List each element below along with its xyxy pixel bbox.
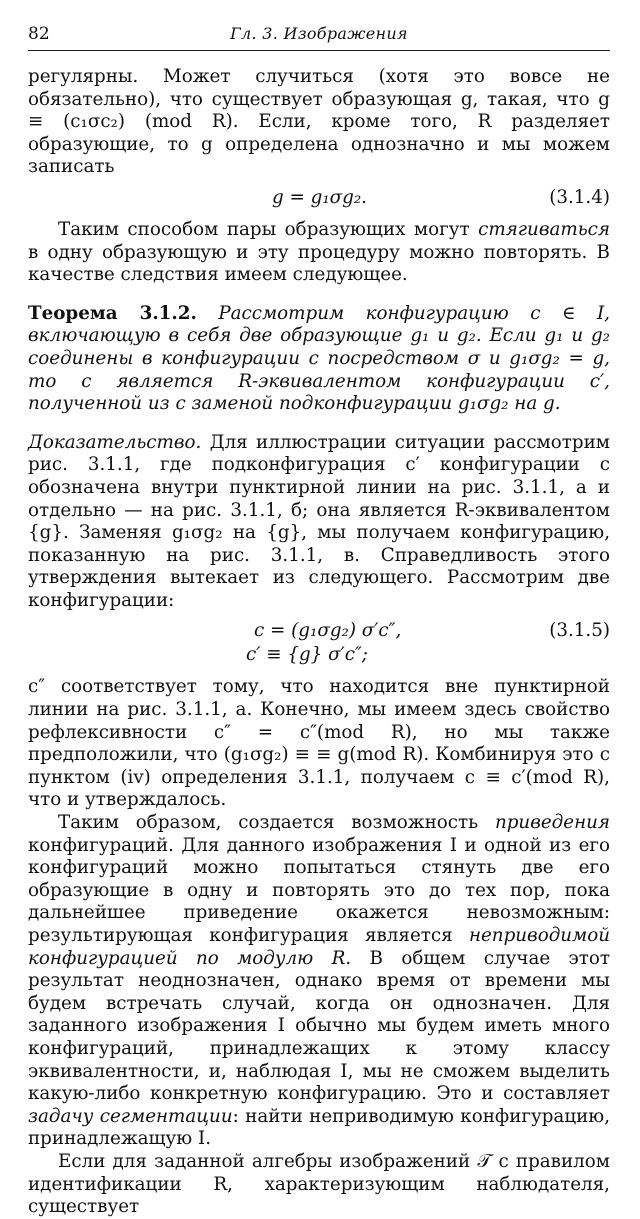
running-head: [28, 24, 610, 51]
paragraph-contraction: Таким способом пары образующих могут стягиваться в одну образующую и эту процедуру можно повторять. В качестве следствия имеем следующее.: [28, 218, 610, 286]
page-number: 82: [28, 24, 50, 44]
equation-expression: g = g₁σg₂.: [272, 186, 367, 208]
equation-3-1-5-line1: [28, 620, 610, 644]
theorem-text: Рассмотрим конфигурацию c ∈ I, включающую в себя две образующие g₁ и g₂. Если g₁ и g₂ соединены в конфигурации c посредством σ и g₁σg₂ = g, то c является R-эквивалентом конфигурации c′, полученной из c заменой подконфигурации g₁σg₂ на g.: [28, 302, 610, 415]
emphasis-term: неприводимой конфигурацией по модулю R: [28, 925, 610, 969]
emphasis-term: стягиваться: [478, 218, 610, 240]
theorem-3-1-2: [28, 303, 610, 416]
page-body: [28, 66, 610, 1219]
chapter-title: Гл. 3. Изображения: [230, 24, 408, 43]
emphasis-term: приведения: [494, 812, 610, 834]
paragraph-regular: регулярны. Может случиться (хотя это вовсе не обязательно), что существует образующая g, такая, что g ≡ (c₁σc₂) (mod R). Если, кроме того, R разделяет образующие, то g определена однозначно и мы можем записать: [28, 66, 610, 178]
paragraph-algebra: Если для заданной алгебры изображений 𝒯 с правилом идентификации R, характеризующим наблюдателя, существует: [28, 1150, 610, 1218]
proof-label: Доказательство.: [28, 431, 202, 453]
equation-number: (3.1.5): [549, 620, 610, 642]
equation-3-1-4: [28, 187, 610, 211]
equation-number: (3.1.4): [549, 186, 610, 208]
emphasis-term: задачу сегментации: [28, 1105, 233, 1127]
paragraph-reflexivity: c″ соответствует тому, что находится вне пунктирной линии на рис. 3.1.1, а. Конечно, мы имеем здесь свойство рефлексивности c″ = c″(mod R), но мы также предположили, что (g₁σg₂) ≡ ≡ g(mod R). Комбинируя это с пунктом (iv) определения 3.1.1, получаем c ≡ c′(mod R), что и утверждалось.: [28, 676, 610, 811]
equation-3-1-5-line2: [28, 644, 610, 668]
paragraph-reduction: Таким образом, создается возможность приведения конфигураций. Для данного изображения I и одной из его конфигураций можно попытаться стянуть две его образующие в одну и повторять это до тех пор, пока дальнейшее приведение окажется невозможным: результирующая конфигурация является неприводимой конфигурацией по модулю R. В общем случае этот результат неоднозначен, однако время от времени мы будем встречать случай, когда он однозначен. Для заданного изображения I обычно мы будем иметь много конфигураций, принадлежащих к этому классу эквивалентности, и, наблюдая I, мы не сможем выделить какую-либо конкретную конфигурацию. Это и составляет задачу сегментации: найти неприводимую конфигурацию, принадлежащую I.: [28, 812, 611, 1150]
proof-paragraph: [28, 432, 610, 613]
equation-expression: c = (g₁σg₂) σ′c″,: [254, 620, 402, 642]
proof-text: Для иллюстрации ситуации рассмотрим рис. 3.1.1, где подконфигурация c′ конфигурации c обозначена внутри пунктирной линии на рис. 3.1.1, а и отдельно — на рис. 3.1.1, б; она является R-эквивалентом {g}. Заменяя g₁σg₂ на {g}, мы получаем конфигурацию, показанную на рис. 3.1.1, в. Справедливость этого утверждения вытекает из следующего. Рассмотрим две конфигурации:: [28, 431, 610, 611]
equation-expression: c′ ≡ {g} σ′c″;: [246, 644, 368, 666]
theorem-label: Теорема 3.1.2.: [28, 302, 197, 324]
